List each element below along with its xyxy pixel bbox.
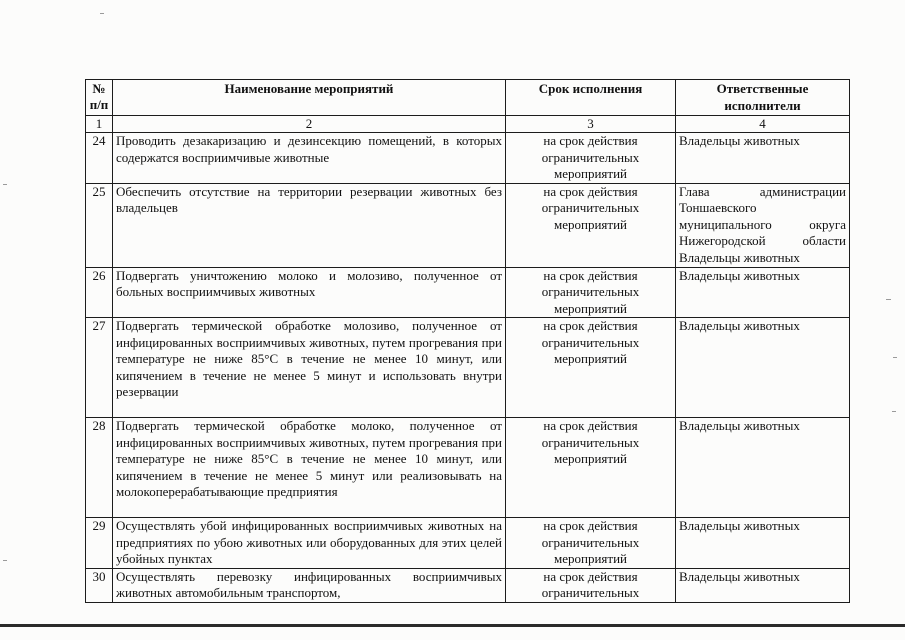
responsible-party: Владельцы животных: [679, 418, 800, 433]
column-number: 4: [676, 116, 850, 133]
measure-responsible: [676, 183, 850, 267]
row-number: 28: [86, 418, 113, 518]
header-term: Срок исполнения: [506, 80, 676, 116]
scan-speck: [100, 13, 104, 14]
table-row: [86, 518, 850, 569]
responsible-party: Владельцы животных: [679, 267, 800, 283]
header-measure-name: Наименование мероприятий: [113, 80, 506, 116]
row-number: 24: [86, 133, 113, 184]
column-numbers-row: [86, 116, 850, 133]
measures-table: [85, 79, 850, 603]
column-number: 1: [86, 116, 113, 133]
measure-name: Проводить дезакаризацию и дезинсекцию помещений, в которых содержатся восприимчивые животные: [113, 133, 506, 184]
responsible-party: Глава администрации Тоншаевского муниципального округа Нижегородской области: [679, 183, 846, 248]
row-number: 30: [86, 568, 113, 602]
responsible-party: Владельцы животных: [679, 133, 800, 148]
measure-term: на срок действия ограничительных мероприятий: [506, 267, 676, 318]
scan-speck: [893, 357, 897, 358]
table-row: [86, 133, 850, 184]
measure-term: на срок действия ограничительных мероприятий: [506, 183, 676, 267]
table-row: [86, 418, 850, 518]
row-number: 27: [86, 318, 113, 418]
scan-speck: [892, 411, 896, 412]
measure-name: Осуществлять перевозку инфицированных восприимчивых животных автомобильным транспортом,: [113, 568, 506, 602]
table-row: [86, 318, 850, 418]
measure-term: на срок действия ограничительных мероприятий: [506, 133, 676, 184]
responsible-party: Владельцы животных: [679, 568, 800, 584]
measure-name: Подвергать термической обработке молозиво, полученное от инфицированных восприимчивых животных, путем прогревания при температуре не ниже 85°С в течение не менее 10 минут, или кипячением в течение не менее 5 минут и использовать внутри резервации: [113, 318, 506, 418]
measure-name: Подвергать термической обработке молоко, полученное от инфицированных восприимчивых животных, путем прогревания при температуре не ниже 85°С в течение не менее 10 минут, или кипячением в течение не менее 5 минут или реализовывать на молокоперерабатывающие предприятия: [113, 418, 506, 518]
column-number: 3: [506, 116, 676, 133]
table-row: [86, 267, 850, 318]
header-responsible: Ответственные исполнители: [676, 80, 850, 116]
measure-name: Осуществлять убой инфицированных восприимчивых животных на предприятиях по убою животных или оборудованных для этих целей убойных пунктах: [113, 518, 506, 569]
measure-responsible: [676, 267, 850, 318]
measure-name: Обеспечить отсутствие на территории резервации животных без владельцев: [113, 183, 506, 267]
measure-term: на срок действия ограничительных мероприятий: [506, 518, 676, 569]
measure-name: Подвергать уничтожению молоко и молозиво, полученное от больных восприимчивых животных: [113, 267, 506, 318]
responsible-party: Владельцы животных: [679, 249, 800, 265]
measure-responsible: [676, 318, 850, 418]
table-row: [86, 183, 850, 267]
measure-term: на срок действия ограничительных мероприятий: [506, 418, 676, 518]
responsible-party: Владельцы животных: [679, 318, 800, 333]
measure-responsible: [676, 133, 850, 184]
row-number: 26: [86, 267, 113, 318]
measure-responsible: [676, 568, 850, 602]
row-number: 29: [86, 518, 113, 569]
scan-speck: [3, 184, 7, 185]
measure-term: на срок действия ограничительных: [506, 568, 676, 602]
measure-responsible: [676, 518, 850, 569]
measure-responsible: [676, 418, 850, 518]
scan-speck: [3, 560, 7, 561]
page-bottom-rule: [0, 624, 905, 627]
table-row: [86, 568, 850, 602]
scan-speck: [886, 299, 891, 300]
table-header-row: [86, 80, 850, 116]
header-number: № п/п: [86, 80, 113, 116]
row-number: 25: [86, 183, 113, 267]
column-number: 2: [113, 116, 506, 133]
responsible-party: Владельцы животных: [679, 518, 800, 533]
measure-term: на срок действия ограничительных мероприятий: [506, 318, 676, 418]
